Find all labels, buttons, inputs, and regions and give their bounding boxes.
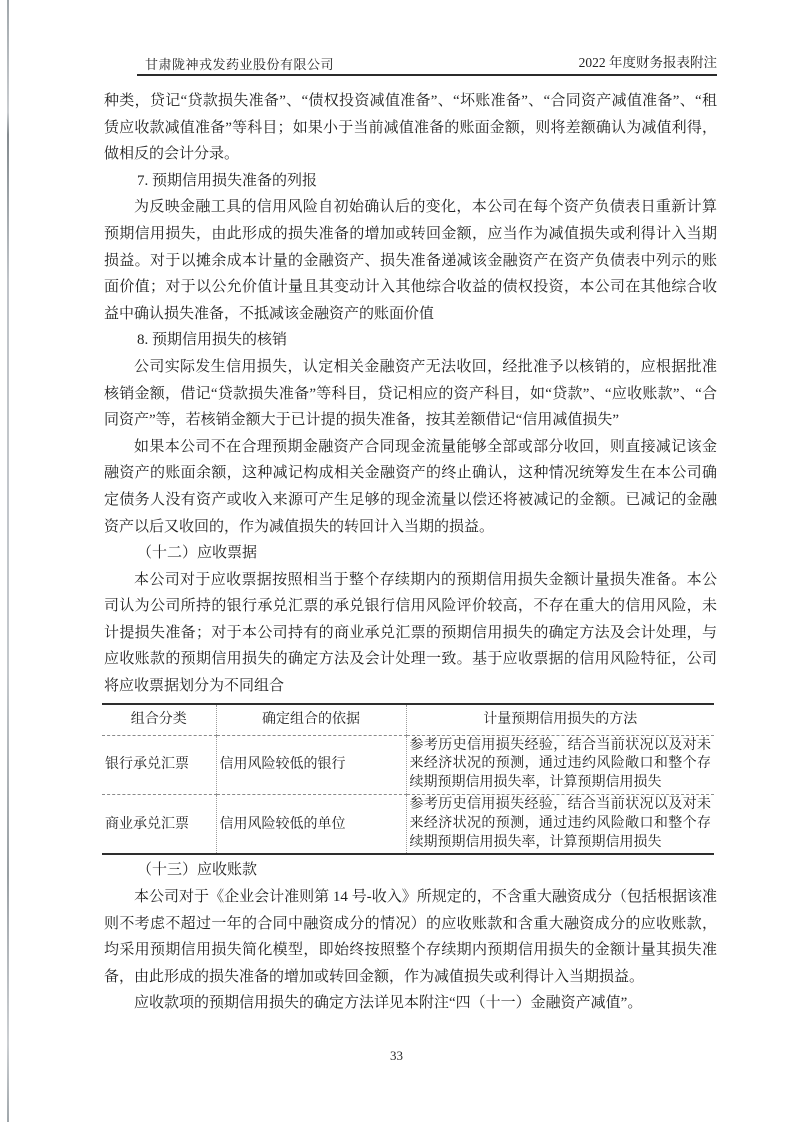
table-cell-method: 参考历史信用损失经验，结合当前状况以及对未来经济状况的预测，通过违约风险敞口和整个存续期预期信用损失率，计算预期信用损失	[406, 735, 714, 794]
section-heading-13: （十三）应收账款	[137, 862, 258, 879]
table-cell-basis: 信用风险较低的银行	[216, 735, 406, 794]
header-company-name: 甘肃陇神戎发药业股份有限公司	[145, 57, 335, 72]
paragraph-13b: 应收款项的预期信用损失的确定方法详见本附注“四（十一）金融资产减值”。	[134, 995, 643, 1012]
document-body	[104, 88, 717, 1017]
paragraph-continuation: 种类，贷记“贷款损失准备”、“债权投资减值准备”、“坏账准备”、“合同资产减值准备”、“租赁应收款减值准备”等科目；如果小于当前减值准备的账面金额，则将差额确认为减值利得，做相反的会计分录。	[104, 93, 717, 163]
scan-artifact-line	[7, 0, 9, 1122]
paragraph-8a: 公司实际发生信用损失，认定相关金融资产无法收回，经批准予以核销的，应根据批准核销金额，借记“贷款损失准备”等科目，贷记相应的资产科目，如“贷款”、“应收账款”、“合同资产”等，若核销金额大于已计提的损失准备，按其差额借记“信用减值损失”	[104, 358, 717, 429]
table-header-method: 计量预期信用损失的方法	[406, 704, 714, 736]
paragraph-7: 为反映金融工具的信用风险自初始确认后的变化，本公司在每个资产负债表日重新计算预期信用损失，由此形成的损失准备的增加或转回金额，应当作为减值损失或利得计入当期损益。对于以摊余成本计量的金融资产、损失准备递减该金融资产在资产负债表中列示的账面价值；对于以公允价值计量且其变动计入其他综合收益的债权投资，本公司在其他综合收益中确认损失准备，不抵减该金融资产的账面价值	[104, 199, 717, 322]
table-header-basis: 确定组合的依据	[216, 704, 406, 736]
table-row	[102, 795, 714, 855]
portfolio-classification-table	[102, 703, 714, 856]
page-number: 33	[390, 1048, 403, 1063]
paragraph-8b: 如果本公司不在合理预期金融资产合同现金流量能够全部或部分收回，则直接减记该金融资产的账面余额，这种减记构成相关金融资产的终止确认，这种情况统筹发生在本公司确定债务人没有资产或收入来源可产生足够的现金流量以偿还将被减记的金额。已减记的金融资产以后又收回的，作为减值损失的转回计入当期的损益。	[104, 438, 717, 535]
table-cell-category: 银行承兑汇票	[102, 735, 216, 794]
table-cell-method: 参考历史信用损失经验，结合当前状况以及对未来经济状况的预测，通过违约风险敞口和整个存续期预期信用损失率，计算预期信用损失	[406, 795, 714, 855]
table-header-category: 组合分类	[102, 704, 216, 736]
section-heading-12: （十二）应收票据	[137, 545, 258, 562]
table-cell-category: 商业承兑汇票	[105, 816, 189, 832]
header-report-title: 2022 年度财务报表附注	[578, 55, 717, 70]
table-row	[102, 735, 714, 794]
header-rule	[137, 74, 717, 76]
paragraph-13a: 本公司对于《企业会计准则第 14 号-收入》所规定的，不含重大融资成分（包括根据该准则不考虑不超过一年的合同中融资成分的情况）的应收账款和含重大融资成分的应收账款，均采用预期信用损失简化模型，即始终按照整个存续期内预期信用损失的金额计量其损失准备，由此形成的损失准备的增加或转回金额，作为减值损失或利得计入当期损益。	[104, 889, 717, 985]
table-cell-basis: 信用风险较低的单位	[216, 795, 406, 855]
paragraph-12: 本公司对于应收票据按照相当于整个存续期内的预期信用损失金额计量损失准备。本公司认为公司所持的银行承兑汇票的承兑银行信用风险评价较高，不存在重大的信用风险，未计提损失准备；对于本公司持有的商业承兑汇票的预期信用损失的确定方法及会计处理，与应收账款的预期信用损失的确定方法及会计处理一致。基于应收票据的信用风险特征，公司将应收票据划分为不同组合	[104, 571, 717, 695]
section-heading-8: 8. 预期信用损失的核销	[137, 332, 288, 349]
table-header-row	[102, 704, 714, 736]
section-heading-7: 7. 预期信用损失准备的列报	[137, 172, 318, 189]
